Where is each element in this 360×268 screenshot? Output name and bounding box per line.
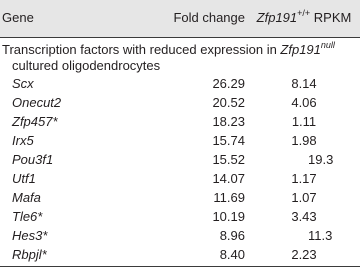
- row-fold-change: 10.19: [212, 209, 245, 224]
- row-gene: Mafa: [12, 190, 41, 205]
- row-rpkm: 1.07: [291, 190, 317, 205]
- row-fold-change: 14.07: [212, 171, 245, 186]
- table-row: [0, 151, 360, 169]
- header-fold-change: Fold change: [173, 10, 245, 25]
- table-header: [0, 0, 360, 38]
- row-rpkm: 3.43: [291, 209, 317, 224]
- table-row: [0, 113, 360, 131]
- row-fold-change: 8.40: [219, 247, 245, 262]
- table-row: [0, 170, 360, 188]
- row-rpkm: 1.98: [291, 133, 317, 148]
- row-rpkm: 1.11: [291, 114, 317, 129]
- row-fold-change: 8.96: [219, 228, 245, 243]
- row-gene: Rbpjl*: [12, 247, 47, 262]
- row-rpkm: 1.17: [291, 171, 317, 186]
- section-heading-text: Transcription factors with reduced expression in: [2, 42, 281, 57]
- row-gene: Scx: [12, 76, 34, 91]
- row-fold-change: 26.29: [212, 76, 245, 91]
- row-rpkm: 2.23: [291, 247, 317, 262]
- row-gene: Onecut2: [12, 95, 62, 110]
- row-gene: Utf1: [12, 171, 36, 186]
- section-heading-gene: Zfp191: [280, 42, 321, 57]
- row-rpkm: 19.3: [308, 152, 334, 167]
- row-rpkm: 11.3: [308, 228, 333, 243]
- row-fold-change: 11.69: [213, 190, 245, 205]
- table-row: [0, 208, 360, 226]
- table-row: [0, 227, 360, 245]
- row-rpkm: 4.06: [291, 95, 317, 110]
- row-gene: Zfp457*: [12, 114, 58, 129]
- row-rpkm: 8.14: [291, 76, 317, 91]
- header-rpkm: [250, 10, 358, 26]
- row-fold-change: 15.74: [212, 133, 245, 148]
- row-gene: Pou3f1: [12, 152, 54, 167]
- header-rpkm-gene: Zfp191: [256, 10, 298, 25]
- table-row: [0, 132, 360, 150]
- header-gene: Gene: [2, 10, 34, 25]
- row-fold-change: 15.52: [212, 152, 245, 167]
- header-rpkm-unit: RPKM: [313, 10, 352, 25]
- row-gene: Irx5: [12, 133, 34, 148]
- header-rpkm-genotype: +/+: [297, 8, 311, 18]
- table-row: [0, 189, 360, 207]
- table-row: [0, 75, 360, 93]
- table-row: [0, 246, 360, 264]
- section-heading-line2: cultured oligodendrocytes: [12, 58, 161, 73]
- section-heading: [2, 42, 358, 74]
- row-fold-change: 18.23: [212, 114, 245, 129]
- row-gene: Tle6*: [12, 209, 43, 224]
- table-row: [0, 94, 360, 112]
- row-fold-change: 20.52: [212, 95, 245, 110]
- row-gene: Hes3*: [12, 228, 48, 243]
- table-bottom-rule: [0, 266, 360, 267]
- section-heading-line1: [2, 42, 358, 58]
- section-heading-genotype: null: [320, 40, 335, 50]
